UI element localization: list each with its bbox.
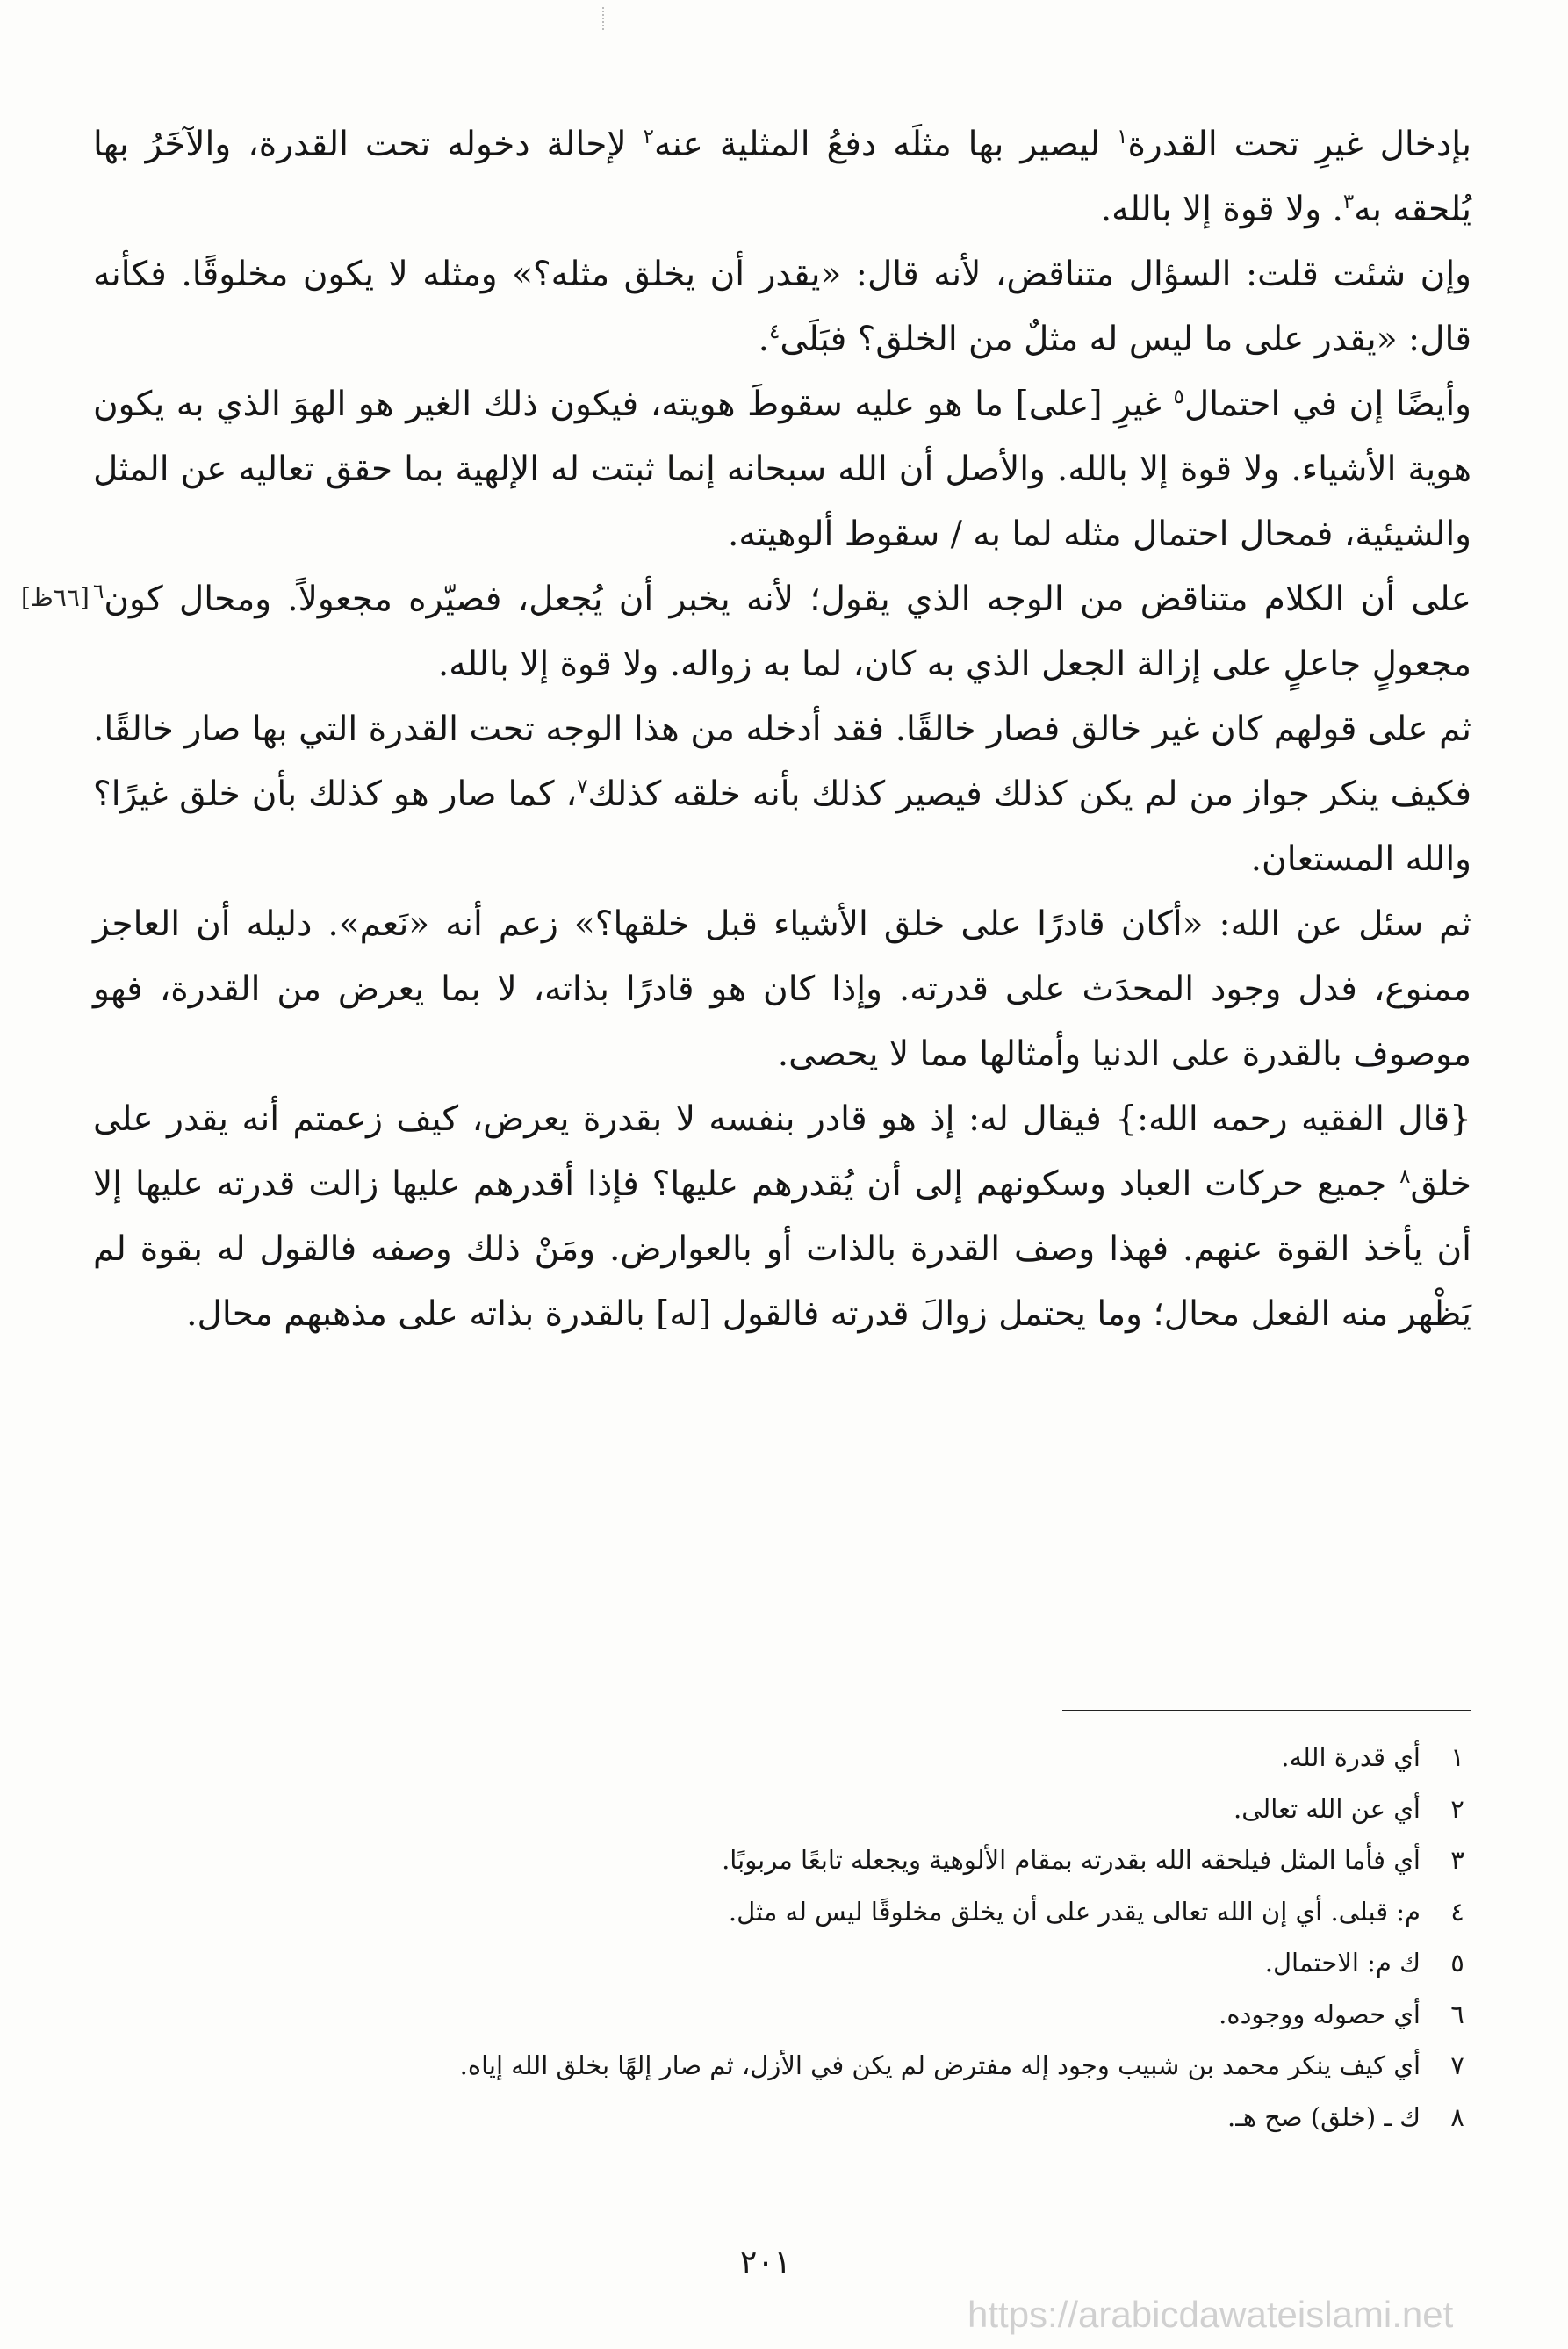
footnote-number: ٢	[1450, 1793, 1464, 1824]
paragraph-text: وإن شئت قلت: السؤال متناقض، لأنه قال: «يقدر أن يخلق مثله؟» ومثله لا يكون مخلوقًا. فكأنه قال: «يقدر على ما ليس له مثلٌ من الخلق؟ فبَلَى	[93, 255, 1471, 359]
footnote-text: أي فأما المثل فيلحقه الله بقدرته بمقام الألوهية ويجعله تابعًا مربوبًا.	[722, 1845, 1421, 1875]
footnote-number: ٣	[1450, 1845, 1464, 1875]
margin-folio-reference: [٦٦ظ]	[21, 583, 90, 612]
paragraph-text: . ولا قوة إلا بالله.	[1100, 190, 1343, 229]
paragraph-text: {قال الفقيه رحمه الله:} فيقال له: إذ هو قادر بنفسه لا بقدرة يعرض، كيف زعمتم أنه يقدر على خلق	[93, 1099, 1471, 1204]
footnote-item	[93, 1989, 1471, 2041]
footnote-text: أي كيف ينكر محمد بن شبيب وجود إله مفترض لم يكن في الأزل، ثم صار إلهًا بخلق الله إياه.	[459, 2050, 1421, 2080]
crop-mark	[602, 7, 606, 30]
paragraph-text: ثم على قولهم كان غير خالق فصار خالقًا. فقد أدخله من هذا الوجه تحت القدرة التي بها صار خالقًا. فكيف ينكر جواز من لم يكن كذلك فيصير كذلك بأنه خلقه كذلك	[93, 710, 1471, 814]
footnote-item	[93, 2092, 1471, 2144]
footnote-marker: ٣	[1342, 191, 1355, 213]
footnote-number: ٨	[1450, 2101, 1464, 2132]
footnote-marker: ٦	[93, 580, 104, 603]
paragraph-text: جميع حركات العباد وسكونهم إلى أن يُقدرهم عليها؟ فإذا أقدرهم عليها زالت قدرته عليها إلا أن يأخذ القوة عنهم. فهذا وصف القدرة بالذات أو بالعوارض. ومَنْ ذلك وصفه فالقول له بقوة لم يَظْهر منه الفعل محال؛ وما يحتمل زوالَ قدرته فالقول [له] بالقدرة بذاته على مذهبهم محال.	[93, 1164, 1471, 1334]
footnote-number: ١	[1450, 1742, 1464, 1772]
paragraph-text: بإدخال غيرِ تحت القدرة	[1127, 125, 1472, 164]
footnote-text: أي حصوله ووجوده.	[1219, 1999, 1421, 2029]
paragraph-text: مجعولٍ جاعلٍ على إزالة الجعل الذي به كان، لما به زواله. ولا قوة إلا بالله.	[437, 645, 1471, 684]
footnote-text: م: قبلى. أي إن الله تعالى يقدر على أن يخلق مخلوقًا ليس له مثل.	[728, 1896, 1421, 1927]
body-paragraph	[93, 112, 1471, 242]
footnote-number: ٥	[1450, 1948, 1464, 1978]
footnote-number: ٤	[1450, 1896, 1464, 1927]
footnote-text: ك م: الاحتمال.	[1264, 1948, 1421, 1978]
watermark-url: https://arabicdawateislami.net	[967, 2294, 1454, 2335]
footnote-number: ٧	[1450, 2050, 1464, 2080]
footnote-text: أي عن الله تعالى.	[1234, 1793, 1421, 1824]
footnote-marker: ٤	[769, 321, 780, 343]
main-text	[93, 112, 1471, 1347]
body-paragraph	[93, 372, 1471, 567]
body-paragraph	[93, 242, 1471, 372]
footnote-marker: ٨	[1399, 1165, 1411, 1188]
footnote-separator	[1062, 1710, 1471, 1711]
footnote-item	[93, 1937, 1471, 1989]
footnote-item	[93, 1783, 1471, 1835]
footnote-item	[93, 2040, 1471, 2092]
footnote-marker: ٧	[577, 775, 588, 798]
footnote-text: ك ـ (خلق) صح هـ.	[1227, 2101, 1421, 2132]
body-paragraph	[93, 892, 1471, 1087]
paragraph-text: ، كما صار هو كذلك بأن خلق غيرًا؟ والله المستعان.	[93, 775, 1471, 879]
footnotes	[93, 1732, 1471, 2143]
paragraph-text: ثم سئل عن الله: «أكان قادرًا على خلق الأشياء قبل خلقها؟» زعم أنه «نَعم». دليله أن العاجز ممنوع، فدل وجود المحدَث على قدرته. وإذا كان هو قادرًا بذاته، لا بما يعرض من القدرة، فهو موصوف بالقدرة على الدنيا وأمثالها مما لا يحصى.	[93, 904, 1471, 1074]
footnote-text: أي قدرة الله.	[1281, 1742, 1421, 1772]
body-paragraph	[93, 567, 1471, 697]
footnote-item	[93, 1886, 1471, 1938]
paragraph-text: على أن الكلام متناقض من الوجه الذي يقول؛ لأنه يخبر أن يُجعل، فصيّره مجعولاً. ومحال كون	[104, 580, 1471, 619]
footnote-marker: ٥	[1173, 385, 1184, 408]
body-paragraph	[93, 697, 1471, 892]
footnote-marker: ١	[1117, 126, 1128, 148]
footnote-item	[93, 1732, 1471, 1783]
footnote-item	[93, 1834, 1471, 1886]
footnote-number: ٦	[1450, 1999, 1464, 2029]
paragraph-text: .	[758, 320, 770, 359]
paragraph-text: لإحالة دخوله تحت القدرة، والآخَرُ بها يُلحقه به	[93, 125, 1471, 229]
paragraph-text: وأيضًا إن في احتمال	[1183, 385, 1471, 424]
footnote-marker: ٢	[643, 126, 654, 148]
body-paragraph	[93, 1087, 1471, 1347]
page-number: ٢٠١	[740, 2245, 792, 2281]
paragraph-text: غيرِ [على] ما هو عليه سقوطَ هويته، فيكون ذلك الغير هو الهوَ الذي به يكون هوية الأشياء. ولا قوة إلا بالله. والأصل أن الله سبحانه إنما ثبتت له الإلهية بما حقق تعاليه عن المثل والشيئية، فمحال احتمال مثله لما به / سقوط ألوهيته.	[93, 385, 1471, 554]
paragraph-text: ليصير بها مثلَه دفعُ المثلية عنه	[653, 125, 1118, 164]
